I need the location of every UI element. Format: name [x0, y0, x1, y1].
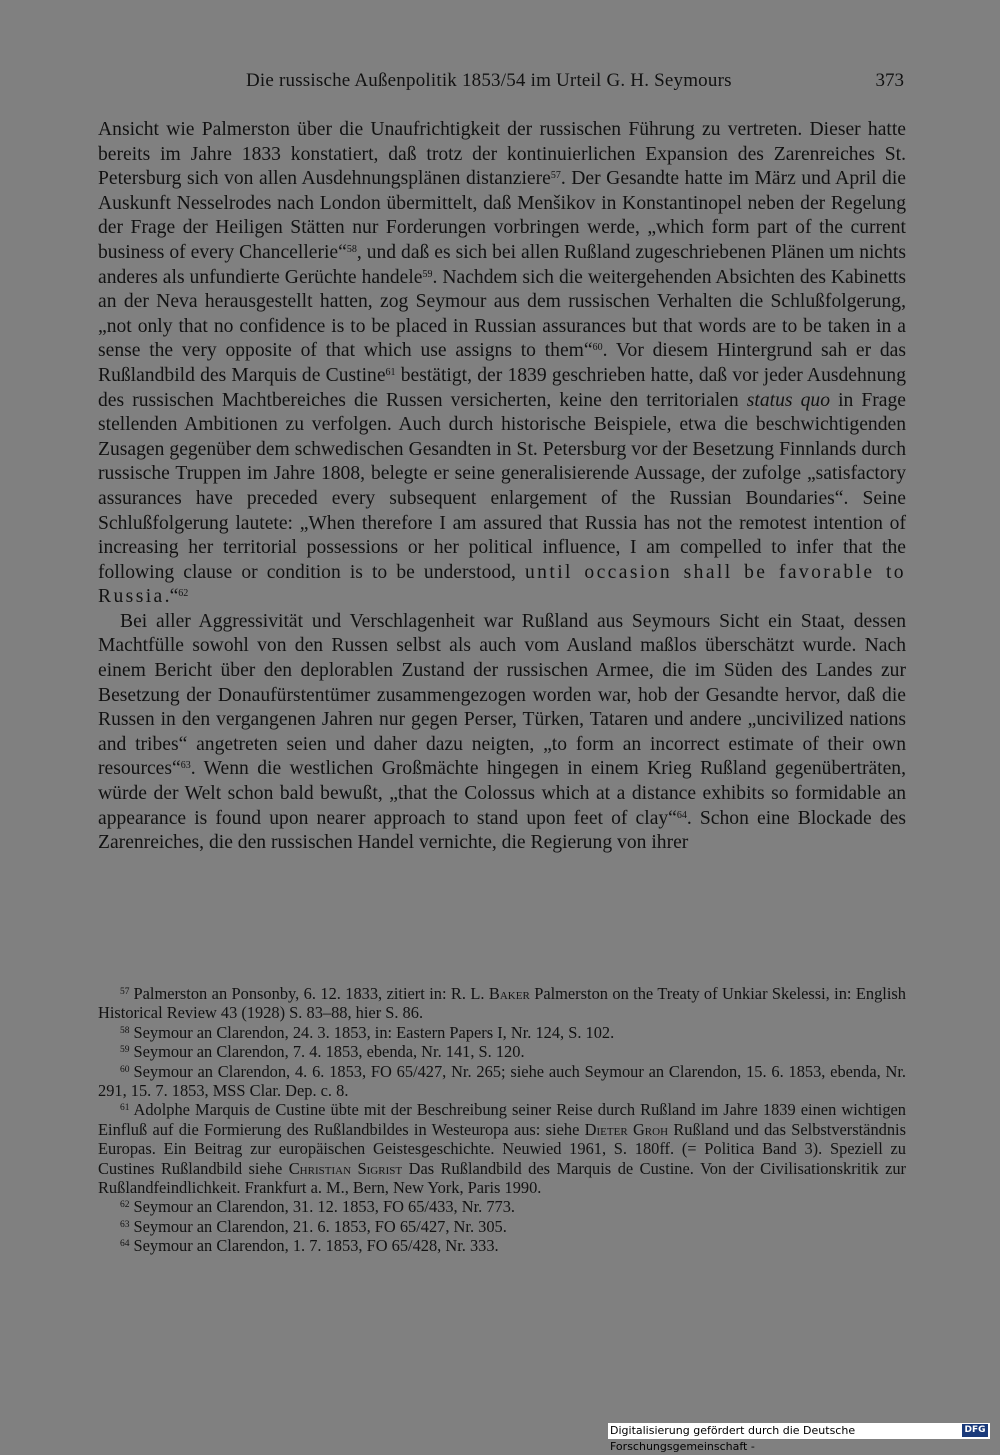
- footnote-58: [98, 1023, 906, 1042]
- footnote-number: 59: [120, 1045, 130, 1056]
- text-run: Ansicht wie Palmerston über die Unaufrichtigkeit der russischen Führung zu vertreten. Dieser hatte bereits im Jahre 1833 konstatiert, daß trotz der kontinuierlichen Expansion des Zarenreiches St. Petersburg sich von allen Ausdehnungsplänen distanziere: [98, 119, 906, 190]
- footnote-ref: 62: [178, 588, 189, 600]
- page-number: 373: [875, 70, 904, 91]
- footnote-number: 63: [120, 1219, 130, 1230]
- text-run: . Nachdem sich die weitergehenden Absichten des Kabinetts an der Neva herausgestellt hatten, zog Seymour aus dem russischen Verhalten die Schlußfolgerung, „not only that no confidence is to be placed in Russian assurances but that words are to be taken in a sense the very opposite of that which use assigns to them“: [98, 266, 906, 362]
- text-run: . Schon eine Blockade des Zarenreiches, die den russischen Handel vernichte, die Regierung von ihrer: [98, 807, 906, 854]
- footnote-number: 60: [120, 1064, 130, 1075]
- author-name: Christian Sigrist: [288, 1158, 403, 1178]
- footnote-61: [98, 1100, 906, 1197]
- author-name: Dieter Groh: [584, 1119, 669, 1139]
- footnote-text: Das Rußlandbild des Marquis de Custine. Von der Civilisationskritik zur Rußlandfeindlichkeit. Frankfurt a. M., Bern, New York, Paris 1990.: [98, 1158, 906, 1198]
- footnote-64: [98, 1236, 906, 1255]
- footnote-text: Palmerston on the Treaty of Unkiar Skelessi, in: English Historical Review 43 (1928) S. 83–88, hier S. 86.: [98, 984, 906, 1023]
- footnote-text: Adolphe Marquis de Custine übte mit der Beschreibung seiner Reise durch Rußland im Jahre 1839 einen wichtigen Einfluß auf die Formierung des Rußlandbildes in Westeuropa aus: siehe: [98, 1100, 906, 1139]
- footnote-62: [98, 1197, 906, 1216]
- footnote-60: [98, 1062, 906, 1101]
- footnote-text: Seymour an Clarendon, 31. 12. 1853, FO 65/433, Nr. 773.: [133, 1197, 516, 1217]
- footnote-57: [98, 984, 906, 1023]
- footnote-ref: 60: [592, 342, 603, 354]
- dfg-logo: DFG: [962, 1424, 988, 1437]
- funding-footer: [608, 1423, 990, 1453]
- paragraph-1: [98, 118, 906, 610]
- author-name: Baker: [488, 984, 530, 1003]
- running-title: Die russische Außenpolitik 1853/54 im Urteil G. H. Seymours: [246, 70, 732, 91]
- footnote-ref: 61: [385, 366, 396, 378]
- footnote-text: Rußland und das Selbstverständnis Europas. Ein Beitrag zur europäischen Geistesgeschichte. Neuwied 1961, S. 180ff. (= Politica Band 3). Speziell zu Custines Rußlandbild siehe: [98, 1119, 906, 1178]
- text-run: , und daß es sich bei allen Rußland zugeschriebenen Plänen um nichts anderes als unfundierte Gerüchte handele: [98, 241, 906, 288]
- footnote-ref: 63: [180, 760, 191, 772]
- footnotes: [98, 984, 906, 1256]
- text-run: . Wenn die westlichen Großmächte hingegen in einem Krieg Rußland gegenüberträten, würde der Welt schon bald bewußt, „that the Colossus which at a distance exhibits so formidable an appearance is found upon nearer approach to stand upon feet of clay“: [98, 758, 906, 829]
- footnote-number: 62: [120, 1200, 130, 1211]
- footnote-text: Seymour an Clarendon, 24. 3. 1853, in: Eastern Papers I, Nr. 124, S. 102.: [133, 1022, 615, 1042]
- footnote-number: 57: [120, 987, 130, 997]
- footnote-ref: 64: [676, 809, 687, 821]
- text-run: . Vor diesem Hintergrund sah er das Rußlandbild des Marquis de Custine: [98, 340, 906, 386]
- text-run: . Der Gesandte hatte im März und April die Auskunft Nesselrodes nach London übermittelt, daß Menšikov in Konstantinopel neben der Regelung der Frage der Heiligen Stätten nur Forderungen vorbringen werde, „which form part of the current business of every Chancellerie“: [98, 168, 906, 263]
- footnote-text: Seymour an Clarendon, 7. 4. 1853, ebenda, Nr. 141, S. 120.: [133, 1042, 525, 1062]
- footnote-number: 61: [120, 1103, 130, 1114]
- footnote-text: Seymour an Clarendon, 1. 7. 1853, FO 65/428, Nr. 333.: [133, 1236, 499, 1256]
- footnote-ref: 59: [422, 268, 433, 280]
- text-run: bestätigt, der 1839 geschrieben hatte, daß vor jeder Ausdehnung des russischen Machtbereiches die Russen versicherten, keine den territorialen: [98, 364, 906, 411]
- text-run: .“: [164, 586, 179, 608]
- footnote-text: Seymour an Clarendon, 4. 6. 1853, FO 65/427, Nr. 265; siehe auch Seymour an Clarendon, 15. 6. 1853, ebenda, Nr. 291, 15. 7. 1853, MSS Clar. Dep. c. 8.: [98, 1061, 906, 1101]
- page-header: [98, 70, 906, 100]
- footnote-ref: 57: [550, 170, 561, 182]
- footnote-number: 64: [120, 1239, 130, 1250]
- footnote-text: Seymour an Clarendon, 21. 6. 1853, FO 65/427, Nr. 305.: [133, 1216, 507, 1236]
- footnote-63: [98, 1217, 906, 1236]
- spaced-text: until occasion shall be favorable to Russia: [98, 561, 906, 608]
- funding-notice: Digitalisierung gefördert durch die Deutsche Forschungsgemeinschaft -: [610, 1424, 856, 1453]
- text-run: Bei aller Aggressivität und Verschlagenheit war Rußland aus Seymours Sicht ein Staat, dessen Machtfülle sowohl von den Russen selbst als auch vom Ausland maßlos überschätzt wurde. Nach einem Bericht über den deplorablen Zustand der russischen Armee, die im Süden des Landes zur Besetzung der Donaufürstentümer zusammengezogen worden war, hob der Gesandte hervor, daß die Russen in den vergangenen Jahren nur gegen Perser, Türken, Tataren und andere „uncivilized nations and tribes“ angetreten seien und daher dazu neigten, „to form an incorrect estimate of their own resources“: [98, 610, 906, 780]
- footnote-ref: 58: [346, 243, 357, 255]
- footnote-number: 58: [120, 1025, 130, 1036]
- body-text: [98, 118, 906, 856]
- paragraph-2: [98, 610, 906, 856]
- italic-text: status quo: [746, 389, 830, 411]
- text-run: in Frage stellenden Ambitionen zu verfolgen. Auch durch historische Beispiele, etwa die beschwichtigenden Zusagen gegenüber dem schwedischen Gesandten in St. Petersburg vor der Besetzung Finnlands durch russische Truppen im Jahre 1808, belegte er seine generalisierende Aussage, der zufolge „satisfactory assurances have preceded every subsequent enlargement of the Russian Boundaries“. Seine Schlußfolgerung lautete: „When therefore I am assured that Russia has not the remotest intention of increasing her territorial possessions or her political influence, I am compelled to infer that the following clause or condition is to be understood,: [98, 389, 906, 583]
- footnote-59: [98, 1042, 906, 1061]
- footnote-text: Palmerston an Ponsonby, 6. 12. 1833, zitiert in: R. L.: [133, 984, 489, 1003]
